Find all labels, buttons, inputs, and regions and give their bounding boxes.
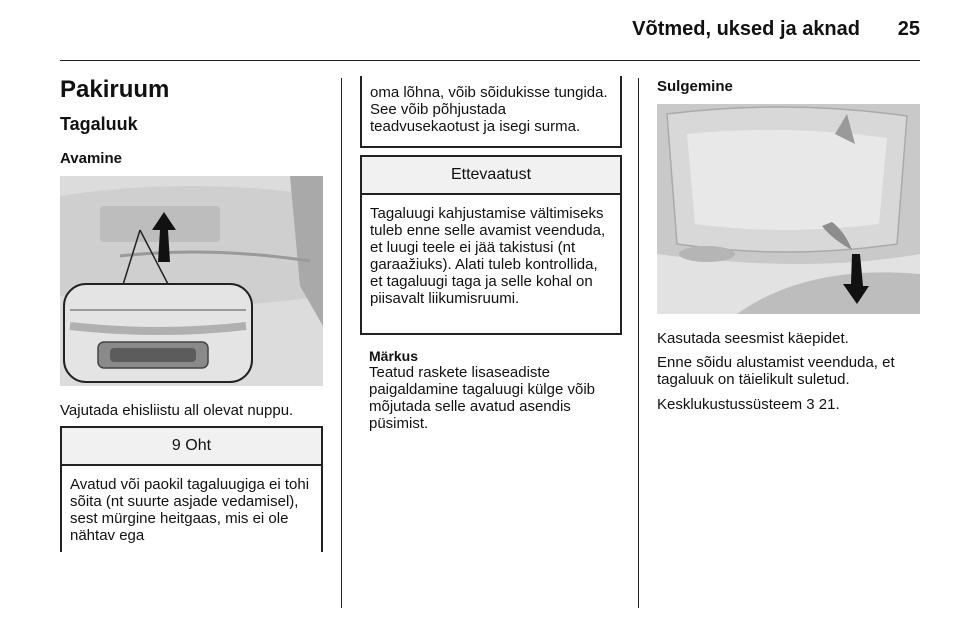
note-text: Teatud raskete lisaseadiste paigaldamine tagaluugi külge võib mõjutada selle avatud asendis püsimist.: [369, 364, 595, 432]
warning-triangle-icon: 9: [171, 437, 181, 454]
closing-paragraph-2: Enne sõidu alustamist veenduda, et tagaluuk on täielikult suletud.: [657, 354, 895, 388]
caution-box-title: Ettevaatust: [362, 157, 620, 195]
danger-box-header: [62, 428, 321, 466]
subsection-title: Tagaluuk: [60, 114, 138, 134]
closing-heading: Sulgemine: [657, 78, 733, 95]
danger-box: [60, 426, 323, 552]
tailgate-closing-drawing: [657, 104, 920, 314]
caution-box-text: Tagaluugi kahjustamise vältimiseks tuleb enne selle avamist veenduda, et luugi teele ei jää takistusi (nt garaažiuks). Alati tuleb kontrollida, et tagaluugi taga ja selle kohal on piisavalt liikumisruumi.: [370, 205, 606, 307]
tailgate-opening-illustration: [60, 176, 323, 386]
page-reference-icon: 3: [806, 396, 815, 413]
danger-box-continued: [360, 76, 622, 148]
tailgate-handle-drawing: [60, 176, 323, 386]
tailgate-closing-illustration: [657, 104, 920, 314]
danger-box-title: Oht: [185, 437, 212, 454]
opening-heading: Avamine: [60, 150, 122, 167]
section-title: Pakiruum: [60, 76, 170, 103]
caution-box: [360, 155, 622, 335]
opening-caption: Vajutada ehisliistu all olevat nuppu.: [60, 402, 294, 419]
cross-reference: [657, 396, 922, 413]
danger-box-continued-text: oma lõhna, võib sõidukisse tungida. See võib põhjustada teadvusekaotust ja isegi surma.: [370, 84, 608, 135]
page-number: 25: [897, 18, 920, 40]
cross-reference-page: 21.: [818, 396, 840, 413]
note-heading: Märkus: [369, 348, 419, 364]
column-divider-left: [341, 78, 342, 608]
danger-box-text: Avatud või paokil tagaluugiga ei tohi sõita (nt suurte asjade vedamisel), sest mürgine heitgaas, mis ei ole nähtav ega: [70, 476, 310, 544]
running-header-title: Võtmed, uksed ja aknad: [632, 18, 860, 40]
column-divider-right: [638, 78, 639, 608]
header-rule: [60, 60, 920, 61]
cross-reference-text: Kesklukustussüsteem: [657, 396, 803, 413]
closing-paragraph-1: Kasutada seesmist käepidet.: [657, 330, 849, 347]
